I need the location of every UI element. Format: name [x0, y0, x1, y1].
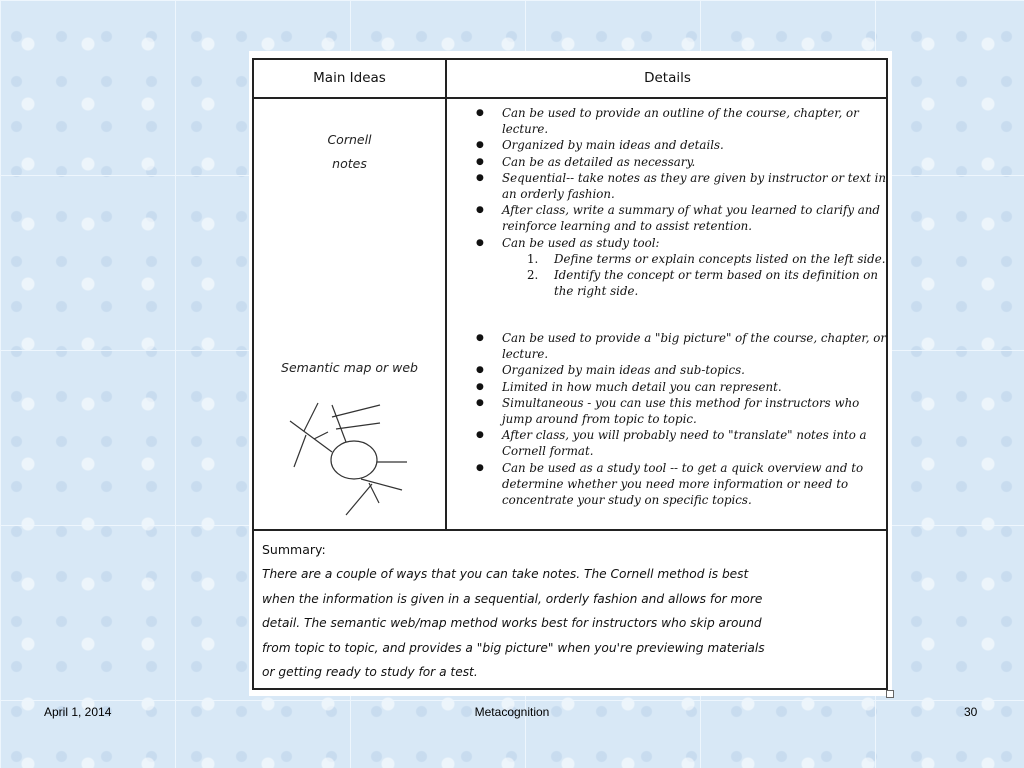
list-item: ● Can be used as study tool: 1. Define terms or explain concepts listed on the left side. 2. Identify the concept or term based on its definition on the right side. — [476, 235, 886, 299]
list-item: ● Can be used as a study tool -- to get a quick overview and to determine whether you need more information or need to concentrate your study on specific topics. — [476, 460, 864, 508]
summary-heading: Summary: — [262, 542, 326, 557]
footer-date: April 1, 2014 — [44, 705, 112, 719]
header-details: Details — [644, 70, 691, 86]
list-item: ● After class, you will probably need to "translate" notes into a Cornell format. — [476, 428, 867, 459]
summary-text: There are a couple of ways that you can take notes. The Cornell method is best when the information is given in a sequential, orderly fashion and allows for more detail. The semantic web/map method works best for instructors who skip around from topic to topic, and provides a "big picture" when you're previewing materials or getting ready to study for a test. — [262, 567, 765, 679]
list-item: ● After class, write a summary of what you learned to clarify and reinforce learning and to assist retention. — [476, 203, 880, 234]
header-divider — [254, 97, 886, 99]
footer-page-number: 30 — [964, 705, 978, 719]
list-item: 1. Define terms or explain concepts listed on the left side. — [527, 251, 886, 266]
semantic-details-list — [476, 330, 886, 508]
list-item: ● Can be used to provide a "big picture" of the course, chapter, or lecture. — [476, 331, 886, 362]
semantic-map-sketch-icon — [284, 395, 424, 525]
list-item: 2. Identify the concept or term based on its definition on the right side. — [527, 268, 879, 299]
notes-comparison-image — [249, 51, 892, 696]
list-item: ● Limited in how much detail you can represent. — [476, 379, 782, 394]
header-main-ideas: Main Ideas — [313, 70, 386, 86]
semantic-map-label: Semantic map or web — [281, 360, 418, 375]
summary-divider — [254, 529, 886, 531]
list-item: ● Simultaneous - you can use this method for instructors who jump around from topic to topic. — [476, 395, 860, 427]
list-item: ● Can be used to provide an outline of the course, chapter, or lecture. — [476, 106, 859, 137]
list-item: ● Can be as detailed as necessary. — [476, 154, 696, 169]
cornell-label-line1: Cornell — [327, 132, 372, 147]
footer-title: Metacognition — [474, 705, 550, 719]
list-item: ● Organized by main ideas and details. — [476, 138, 724, 153]
resize-handle[interactable] — [886, 690, 894, 698]
summary-section — [262, 540, 882, 685]
notes-table — [252, 58, 888, 690]
column-divider — [445, 60, 447, 530]
list-item: ● Sequential-- take notes as they are given by instructor or text in an orderly fashion. — [476, 170, 886, 202]
cornell-label-line2: notes — [332, 156, 367, 171]
study-tool-steps — [502, 251, 886, 300]
cornell-details-list — [476, 105, 886, 299]
list-item: ● Organized by main ideas and sub-topics. — [476, 363, 745, 378]
